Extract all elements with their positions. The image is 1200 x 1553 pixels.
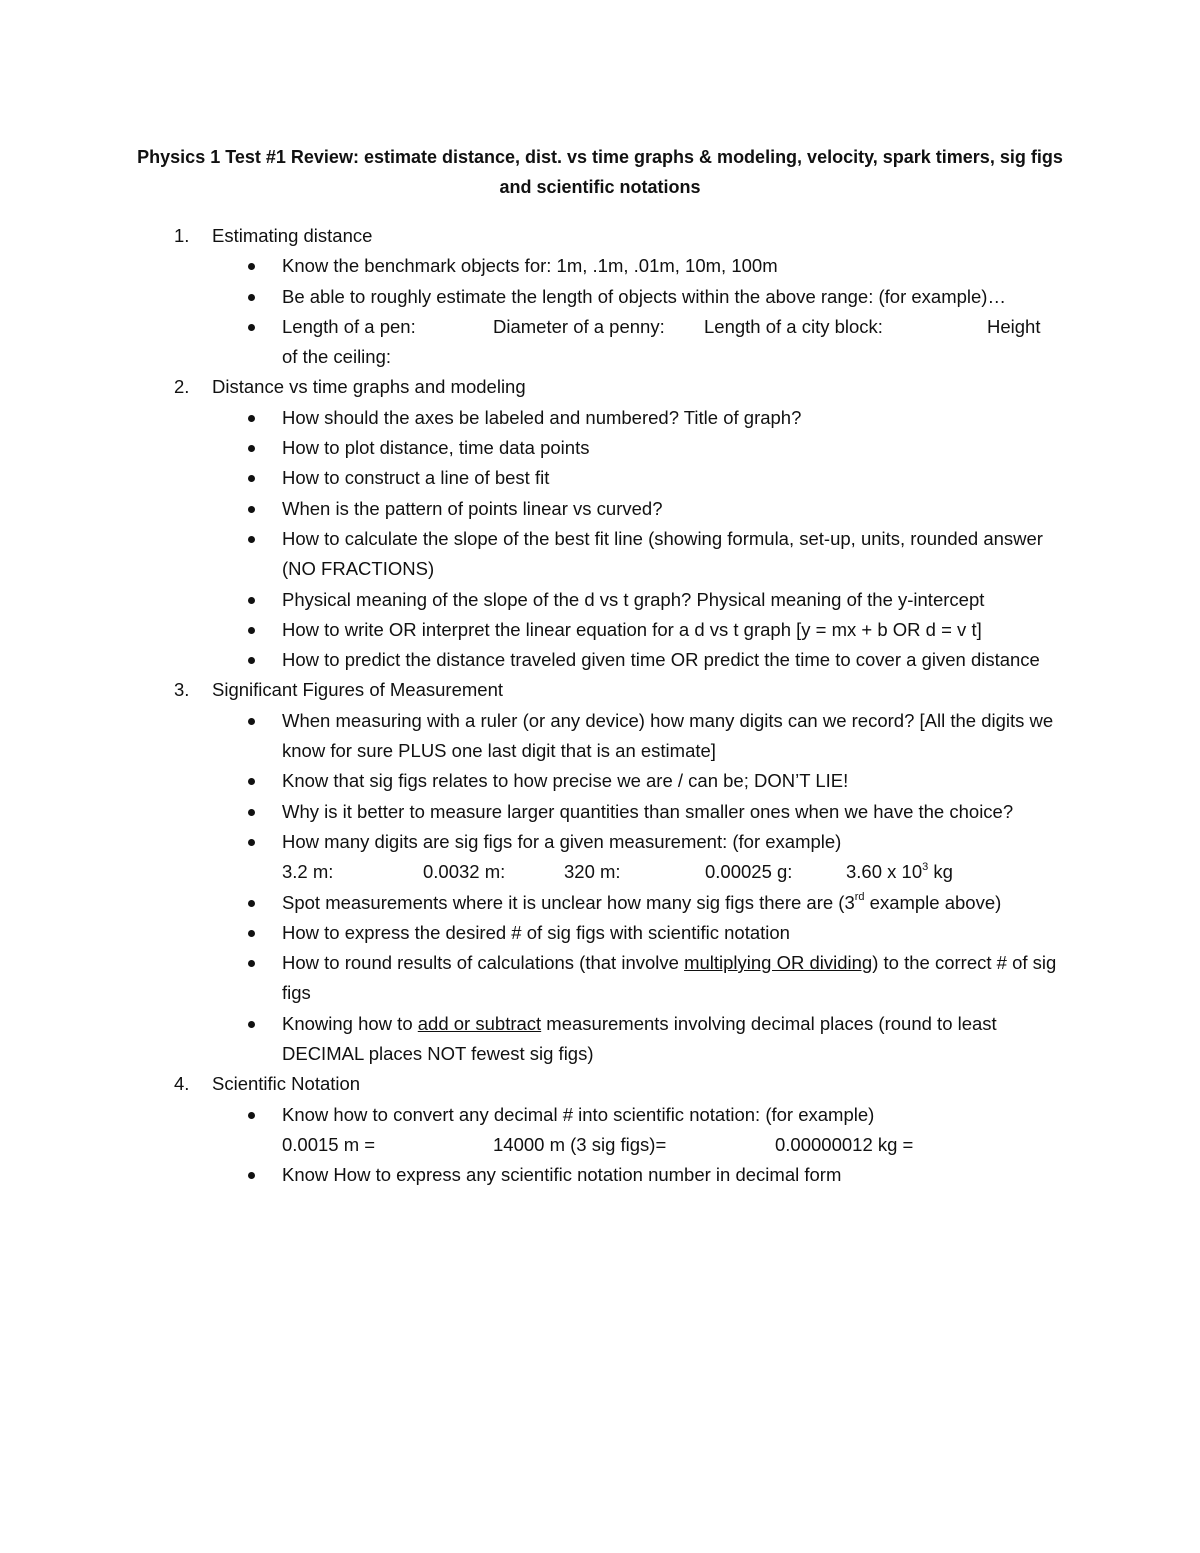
list-item: [282, 585, 1062, 615]
list-item: [282, 706, 1062, 767]
bullet-text: How should the axes be labeled and numbered? Title of graph?: [282, 406, 802, 428]
bullet-icon: [248, 657, 255, 664]
bullet-icon: [248, 930, 255, 937]
bullet-text: Know that sig figs relates to how precise we are / can be; DON’T LIE!: [282, 770, 849, 792]
bullet-icon: [248, 536, 255, 543]
bullet-text: How to express the desired # of sig figs with scientific notation: [282, 921, 790, 943]
bullet-text: How to predict the distance traveled given time OR predict the time to cover a given distance: [282, 649, 1040, 671]
example-item: 14000 m (3 sig figs)=: [493, 1133, 667, 1155]
list-item: [282, 1009, 1062, 1070]
underlined-text: multiplying OR dividing: [684, 952, 873, 974]
bullet-text: How to plot distance, time data points: [282, 437, 590, 459]
page-title: Physics 1 Test #1 Review: estimate distance, dist. vs time graphs & modeling, velocity, spark timers, sig figs and scientific notations: [137, 147, 1063, 197]
list-item: [282, 827, 1062, 888]
bullet-text: example above): [864, 891, 1002, 913]
bullet-icon: [248, 1112, 255, 1119]
list-item: [282, 433, 1062, 463]
bullet-icon: [248, 475, 255, 482]
example-item: 0.00025 g:: [705, 861, 793, 883]
topic-number: 4.: [174, 1073, 190, 1095]
bullet-text: When measuring with a ruler (or any device) how many digits can we record? [All the digits we know for sure PLUS one last digit that is an estimate]: [282, 709, 1054, 762]
bullet-icon: [248, 597, 255, 604]
list-item: [282, 282, 1062, 312]
example-item: 0.0032 m:: [423, 861, 506, 883]
example-item: 320 m:: [564, 861, 621, 883]
example-exponent: 3: [922, 861, 929, 874]
example-item: Length of a pen:: [282, 315, 416, 337]
list-item: [282, 797, 1062, 827]
bullet-text: Physical meaning of the slope of the d vs t graph? Physical meaning of the y-intercept: [282, 588, 985, 610]
bullet-list: [212, 403, 1062, 676]
example-unit: kg: [928, 861, 953, 883]
bullet-icon: [248, 778, 255, 785]
bullet-text: When is the pattern of points linear vs curved?: [282, 497, 663, 519]
example-continuation: of the ceiling:: [282, 346, 392, 368]
example-row: [282, 857, 1062, 887]
bullet-list: [212, 251, 1062, 372]
list-item: [282, 948, 1062, 1009]
bullet-text: measurements involving decimal places (round to least DECIMAL places NOT fewest sig figs): [282, 1012, 997, 1065]
topic-number: 2.: [174, 376, 190, 398]
list-item: [282, 312, 1062, 373]
bullet-icon: [248, 900, 255, 907]
bullet-text: Know how to convert any decimal # into scientific notation: (for example): [282, 1103, 875, 1125]
bullet-icon: [248, 960, 255, 967]
list-item: [282, 918, 1062, 948]
list-item: [282, 524, 1062, 585]
bullet-icon: [248, 627, 255, 634]
bullet-text: How to write OR interpret the linear equation for a d vs t graph [y = mx + b OR d = v t]: [282, 618, 982, 640]
bullet-text: Know the benchmark objects for: 1m, .1m, .01m, 10m, 100m: [282, 255, 778, 277]
topic-heading: Distance vs time graphs and modeling: [212, 376, 526, 398]
topic-scientific-notation: [0, 1069, 1062, 1190]
topic-heading: Estimating distance: [212, 225, 373, 246]
example-item: [846, 857, 953, 887]
example-item: 3.2 m:: [282, 861, 334, 883]
bullet-icon: [248, 809, 255, 816]
bullet-icon: [248, 839, 255, 846]
bullet-text: How to construct a line of best fit: [282, 467, 550, 489]
bullet-list: [212, 706, 1062, 1070]
bullet-text: Knowing how to: [282, 1012, 418, 1034]
ordinal-suffix: rd: [854, 891, 865, 904]
example-item: Length of a city block:: [704, 315, 883, 337]
topic-distance-vs-time: [0, 372, 1062, 675]
topic-estimating-distance: [0, 221, 1062, 372]
example-item: Height: [987, 315, 1041, 337]
list-item: [282, 1100, 1062, 1161]
bullet-icon: [248, 263, 255, 270]
bullet-list: [212, 1100, 1062, 1191]
topic-heading: Significant Figures of Measurement: [212, 679, 503, 701]
bullet-icon: [248, 506, 255, 513]
bullet-text: How many digits are sig figs for a given measurement: (for example): [282, 830, 842, 852]
list-item: [282, 645, 1062, 675]
underlined-text: add or subtract: [417, 1012, 542, 1034]
topic-list: [0, 221, 1200, 1191]
topic-heading: Scientific Notation: [212, 1073, 361, 1095]
topic-number: 3.: [174, 679, 190, 701]
bullet-text: How to round results of calculations (that involve: [282, 952, 685, 974]
bullet-icon: [248, 1172, 255, 1179]
example-row: [282, 312, 1062, 342]
bullet-text: Why is it better to measure larger quantities than smaller ones when we have the choice?: [282, 800, 1014, 822]
bullet-icon: [248, 1021, 255, 1028]
example-item: 0.0015 m =: [282, 1133, 376, 1155]
bullet-text: ) to the correct # of sig figs: [282, 952, 1057, 1004]
list-item: [282, 494, 1062, 524]
list-item: [282, 1160, 1062, 1190]
bullet-text: Spot measurements where it is unclear how many sig figs there are (3: [282, 891, 855, 913]
list-item: [282, 251, 1062, 281]
example-base: 3.60 x 10: [846, 861, 923, 883]
bullet-text: Be able to roughly estimate the length of objects within the above range: (for example)…: [282, 285, 1006, 307]
bullet-icon: [248, 718, 255, 725]
example-item: 0.00000012 kg =: [775, 1133, 914, 1155]
topic-significant-figures: [0, 675, 1062, 1069]
bullet-icon: [248, 294, 255, 301]
bullet-text: Know How to express any scientific notation number in decimal form: [282, 1164, 842, 1186]
topic-number: 1.: [174, 225, 190, 246]
bullet-text: How to calculate the slope of the best fit line (showing formula, set-up, units, rounded answer (NO FRACTIONS): [282, 527, 1043, 580]
example-row: [282, 1130, 1062, 1160]
bullet-icon: [248, 445, 255, 452]
example-item: Diameter of a penny:: [493, 315, 665, 337]
list-item: [282, 403, 1062, 433]
bullet-icon: [248, 324, 255, 331]
list-item: [282, 463, 1062, 493]
list-item: [282, 615, 1062, 645]
bullet-icon: [248, 415, 255, 422]
list-item: [282, 766, 1062, 796]
list-item: [282, 888, 1062, 918]
